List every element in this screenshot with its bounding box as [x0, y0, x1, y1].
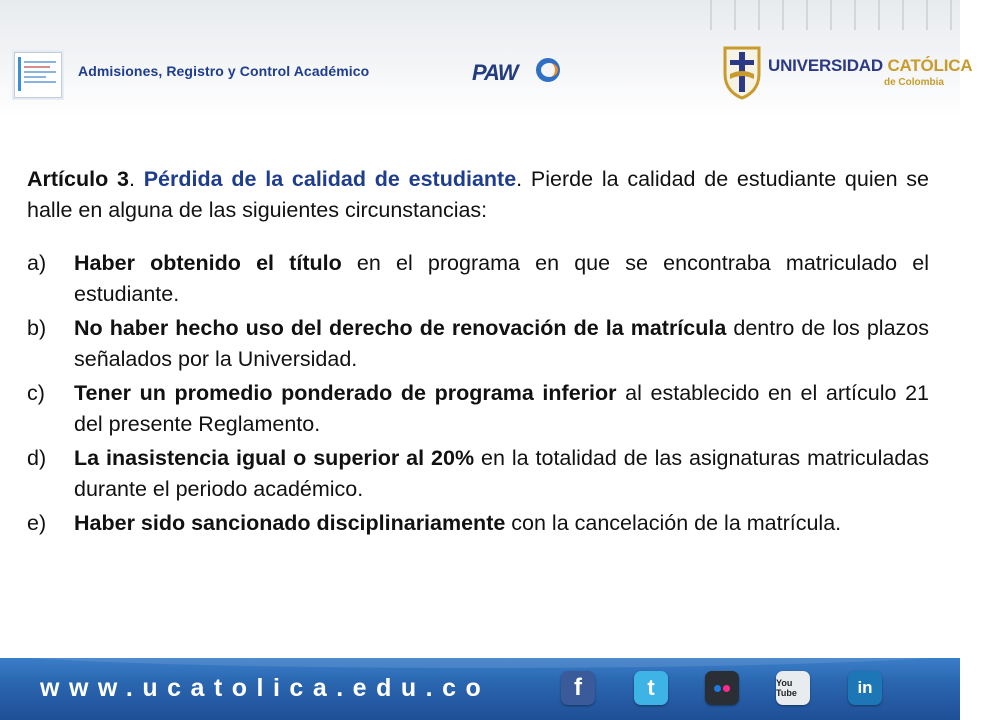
list-item	[27, 443, 929, 505]
list-item	[27, 378, 929, 440]
university-shield-icon	[722, 44, 762, 100]
slide-header	[0, 0, 973, 118]
slide-footer	[0, 658, 960, 720]
header-decoration	[700, 0, 960, 30]
twitter-icon[interactable]: t	[634, 671, 668, 705]
article-heading: Artículo 3	[27, 167, 129, 191]
list-item-bold: La inasistencia igual o superior al 20%	[74, 446, 475, 470]
linkedin-icon[interactable]: in	[848, 671, 882, 705]
article-intro: Artículo 3. Pérdida de la calidad de estudiante. Pierde la calidad de estudiante quien se halle en alguna de las siguientes circunstancias:	[27, 167, 930, 222]
list-item-text: en la totalidad de las asignaturas matriculadas durante el periodo académico.	[74, 446, 929, 501]
paw-logo-text: PAW	[472, 60, 518, 85]
list-item	[27, 313, 929, 375]
website-link[interactable]: www.ucatolica.edu.co	[40, 674, 491, 702]
circumstances-list	[27, 248, 929, 539]
article-intro-text: . Pierde la calidad de estudiante quien se halle en alguna de las siguientes circunstancias:	[27, 167, 930, 222]
list-marker: a)	[27, 251, 47, 275]
list-item	[27, 508, 929, 539]
flickr-icon[interactable]	[705, 671, 739, 705]
list-marker: e)	[27, 511, 47, 535]
university-subname: de Colombia	[883, 77, 944, 88]
paw-swirl-icon	[536, 58, 560, 82]
facebook-icon[interactable]: f	[561, 671, 595, 705]
list-item-bold: Haber sido sancionado disciplinariamente	[74, 511, 506, 535]
list-item	[27, 248, 929, 310]
article-content	[27, 164, 929, 542]
department-title: Admisiones, Registro y Control Académico	[78, 63, 370, 79]
office-logo	[14, 52, 62, 98]
article-title: Pérdida de la calidad de estudiante	[143, 167, 517, 191]
list-item-text: en el programa en que se encontraba matriculado el estudiante.	[74, 251, 929, 306]
list-marker: c)	[27, 381, 45, 405]
list-item-text: al establecido en el artículo 21 del presente Reglamento.	[74, 381, 929, 436]
list-item-text: con la cancelación de la matrícula.	[505, 511, 842, 535]
list-item-bold: No haber hecho uso del derecho de renovación de la matrícula	[74, 316, 727, 340]
list-marker: d)	[27, 446, 47, 470]
youtube-icon[interactable]: You Tube	[776, 671, 810, 705]
list-item-bold: Haber obtenido el título	[74, 251, 342, 275]
list-item-text: dentro de los plazos señalados por la Universidad.	[74, 316, 930, 371]
paw-logo	[472, 57, 564, 87]
list-marker: b)	[27, 316, 47, 340]
university-name: UNIVERSIDAD CATÓLICA	[768, 56, 973, 75]
university-logo	[722, 44, 973, 102]
list-item-bold: Tener un promedio ponderado de programa inferior	[74, 381, 617, 405]
